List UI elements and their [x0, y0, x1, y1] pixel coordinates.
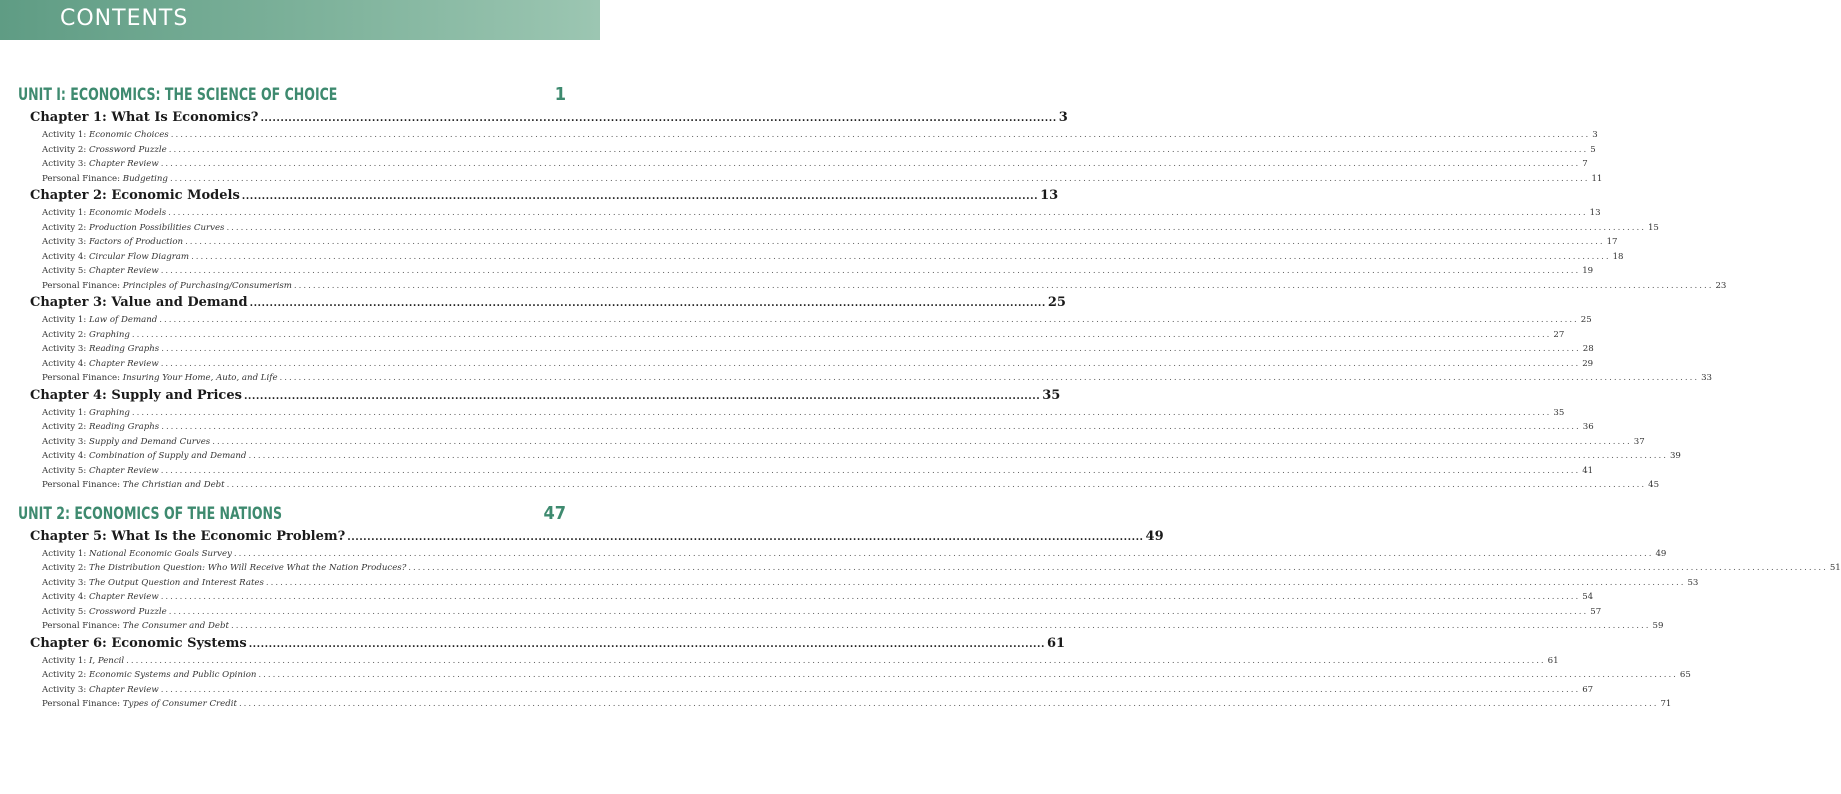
- activity-entry[interactable]: [42, 237, 1618, 252]
- leader-dots: ............................................................................................................................................................................................................................................................................................................: [191, 251, 1611, 262]
- leader-dots: ............................................................................................................................................................................................................................................................................................................: [226, 480, 1647, 490]
- activity-prefix: Activity 3:: [42, 436, 89, 447]
- activity-page-number: 5: [1590, 144, 1596, 155]
- chapter-title: Chapter 6: Economic Systems: [30, 635, 247, 651]
- activity-entry[interactable]: [42, 130, 1598, 145]
- activity-entry[interactable]: [42, 548, 1667, 564]
- activity-entry[interactable]: [42, 407, 1565, 423]
- leader-dots: ............................................................................................................................................................................................................................................................................................................: [168, 144, 1589, 155]
- unit-title: UNIT I: ECONOMICS: THE SCIENCE OF CHOICE: [18, 85, 338, 105]
- activity-title: [42, 607, 167, 617]
- activity-page-number: 67: [1582, 684, 1594, 695]
- leader-dots: ............................................................................................................................................................................................................................................................................................................: [226, 222, 1646, 233]
- activity-page-number: 13: [1589, 208, 1601, 218]
- activity-entry[interactable]: [42, 280, 1727, 296]
- activity-name: Economic Systems and Public Opinion: [88, 670, 257, 680]
- leader-dots: ........................................................................................................................................................................................................: [249, 298, 1046, 309]
- unit-title: UNIT 2: ECONOMICS OF THE NATIONS: [18, 503, 283, 524]
- activity-page-number: 33: [1701, 373, 1712, 383]
- activity-name: Graphing: [88, 329, 130, 340]
- chapter-page-number: 13: [1040, 188, 1059, 203]
- activity-name: Budgeting: [122, 173, 168, 184]
- activity-page-number: 35: [1553, 407, 1565, 418]
- activity-name: Crossword Puzzle: [88, 144, 167, 155]
- chapter-page-number: 3: [1058, 110, 1068, 125]
- leader-dots: ............................................................................................................................................................................................................................................................................................................: [168, 208, 1588, 218]
- leader-dots: ............................................................................................................................................................................................................................................................................................................: [160, 358, 1581, 369]
- activity-prefix: Activity 4:: [42, 451, 89, 461]
- activity-prefix: Personal Finance:: [42, 373, 123, 383]
- activity-title: [42, 223, 224, 233]
- activity-prefix: Personal Finance:: [42, 173, 123, 184]
- leader-dots: ............................................................................................................................................................................................................................................................................................................: [126, 655, 1546, 666]
- leader-dots: ............................................................................................................................................................................................................................................................................................................: [230, 621, 1651, 631]
- activity-page-number: 27: [1553, 329, 1565, 340]
- activity-name: Economic Choices: [88, 130, 169, 140]
- activity-page-number: 28: [1582, 344, 1594, 354]
- leader-dots: ............................................................................................................................................................................................................................................................................................................: [161, 422, 1581, 432]
- chapter-entry[interactable]: [30, 110, 1068, 130]
- activity-prefix: Activity 2:: [42, 670, 89, 680]
- activity-name: Insuring Your Home, Auto, and Life: [122, 373, 278, 383]
- activity-entry[interactable]: [42, 699, 1672, 714]
- activity-prefix: Activity 3:: [42, 237, 89, 247]
- leader-dots: ............................................................................................................................................................................................................................................................................................................: [168, 606, 1589, 617]
- chapter-title: Chapter 1: What Is Economics?: [30, 110, 259, 125]
- activity-page-number: 57: [1590, 606, 1602, 617]
- leader-dots: ........................................................................................................................................................................................................: [243, 390, 1041, 402]
- activity-name: Factors of Production: [88, 237, 184, 247]
- chapter-entry[interactable]: [30, 387, 1061, 408]
- activity-entry[interactable]: [42, 208, 1601, 223]
- activity-prefix: Activity 1:: [42, 130, 89, 140]
- activity-prefix: Activity 1:: [42, 655, 89, 666]
- activity-entry[interactable]: [42, 159, 1588, 174]
- chapter-page-number: 49: [1145, 528, 1164, 544]
- activity-prefix: Activity 1:: [42, 407, 89, 418]
- activity-entry[interactable]: [42, 222, 1659, 238]
- activity-prefix: Personal Finance:: [42, 480, 123, 490]
- activity-prefix: Activity 2:: [42, 329, 89, 340]
- chapter-entry[interactable]: [30, 295, 1066, 315]
- leader-dots: ............................................................................................................................................................................................................................................................................................................: [293, 280, 1714, 291]
- activity-title: [42, 359, 159, 369]
- leader-dots: ............................................................................................................................................................................................................................................................................................................: [248, 451, 1668, 461]
- leader-dots: ............................................................................................................................................................................................................................................................................................................: [170, 130, 1591, 140]
- activity-entry[interactable]: [42, 358, 1594, 374]
- leader-dots: ............................................................................................................................................................................................................................................................................................................: [160, 592, 1581, 602]
- leader-dots: ............................................................................................................................................................................................................................................................................................................: [159, 315, 1579, 325]
- activity-entry[interactable]: [42, 173, 1603, 189]
- leader-dots: ............................................................................................................................................................................................................................................................................................................: [279, 373, 1700, 383]
- activity-entry[interactable]: [42, 344, 1594, 359]
- unit-heading: [18, 503, 566, 527]
- activity-name: Chapter Review: [88, 465, 159, 476]
- activity-page-number: 15: [1647, 222, 1659, 233]
- activity-page-number: 29: [1582, 358, 1594, 369]
- activity-title: [42, 578, 264, 588]
- leader-dots: ............................................................................................................................................................................................................................................................................................................: [233, 548, 1654, 559]
- activity-name: National Economic Goals Survey: [88, 548, 232, 559]
- activity-title: [42, 145, 167, 155]
- activity-entry[interactable]: [42, 592, 1594, 607]
- activity-prefix: Personal Finance:: [42, 280, 123, 291]
- activity-prefix: Activity 3:: [42, 159, 89, 169]
- unit-page-number: 47: [543, 502, 566, 524]
- activity-entry[interactable]: [42, 436, 1645, 452]
- activity-name: Production Possibilities Curves: [88, 222, 225, 233]
- leader-dots: ............................................................................................................................................................................................................................................................................................................: [265, 577, 1686, 588]
- activity-entry[interactable]: [42, 373, 1712, 388]
- activity-title: [42, 252, 189, 262]
- activity-name: Principles of Purchasing/Consumerism: [122, 280, 292, 291]
- activity-page-number: 17: [1606, 237, 1618, 247]
- activity-prefix: Activity 5:: [42, 465, 89, 476]
- activity-page-number: 19: [1582, 266, 1594, 276]
- activity-prefix: Personal Finance:: [42, 621, 123, 631]
- activity-name: The Consumer and Debt: [122, 621, 229, 631]
- activity-prefix: Activity 4:: [42, 251, 89, 262]
- activity-page-number: 45: [1648, 480, 1660, 490]
- activity-entry[interactable]: [42, 315, 1592, 330]
- activity-page-number: 59: [1652, 621, 1664, 631]
- activity-page-number: 7: [1582, 159, 1588, 169]
- activity-prefix: Activity 1:: [42, 315, 89, 325]
- activity-name: Economic Models: [88, 208, 167, 218]
- activity-prefix: Activity 3:: [42, 577, 89, 588]
- leader-dots: ........................................................................................................................................................................................................: [260, 113, 1057, 124]
- activity-title: [42, 549, 232, 559]
- activity-name: The Distribution Question: Who Will Receive What the Nation Produces?: [88, 563, 407, 573]
- activity-name: Supply and Demand Curves: [88, 436, 211, 447]
- activity-prefix: Activity 4:: [42, 592, 89, 602]
- leader-dots: ............................................................................................................................................................................................................................................................................................................: [238, 699, 1659, 709]
- activity-title: [42, 656, 124, 666]
- activity-page-number: 54: [1582, 592, 1594, 602]
- activity-title: [42, 237, 183, 247]
- activity-title: [42, 208, 166, 218]
- activity-title: [42, 699, 237, 709]
- activity-prefix: Activity 5:: [42, 266, 89, 276]
- activity-page-number: 25: [1580, 315, 1592, 325]
- chapter-entry[interactable]: [30, 188, 1059, 208]
- activity-entry[interactable]: [42, 266, 1594, 281]
- unit-page-number: 1: [554, 84, 566, 105]
- activity-title: [42, 563, 406, 573]
- activity-page-number: 18: [1612, 251, 1624, 262]
- leader-dots: ............................................................................................................................................................................................................................................................................................................: [161, 344, 1581, 354]
- leader-dots: ............................................................................................................................................................................................................................................................................................................: [212, 436, 1632, 447]
- leader-dots: ............................................................................................................................................................................................................................................................................................................: [131, 329, 1552, 340]
- chapter-title: Chapter 2: Economic Models: [30, 188, 240, 203]
- page-title: CONTENTS: [60, 6, 189, 31]
- activity-entry[interactable]: [42, 577, 1699, 593]
- activity-entry[interactable]: [42, 670, 1691, 685]
- activity-page-number: 36: [1582, 422, 1594, 432]
- activity-name: Combination of Supply and Demand: [88, 451, 247, 461]
- table-of-contents: [18, 84, 1841, 714]
- activity-name: Law of Demand: [88, 315, 158, 325]
- activity-prefix: Activity 5:: [42, 606, 89, 617]
- leader-dots: ............................................................................................................................................................................................................................................................................................................: [169, 173, 1590, 184]
- activity-name: Reading Graphs: [88, 344, 160, 354]
- chapter-title: Chapter 3: Value and Demand: [30, 295, 248, 310]
- activity-title: [42, 437, 210, 447]
- activity-name: Chapter Review: [88, 684, 159, 695]
- chapter-title: Chapter 5: What Is the Economic Problem?: [30, 528, 346, 544]
- activity-page-number: 61: [1547, 655, 1559, 666]
- activity-title: [42, 422, 159, 432]
- activity-name: Reading Graphs: [88, 422, 160, 432]
- activity-name: The Output Question and Interest Rates: [88, 577, 264, 588]
- activity-page-number: 39: [1669, 451, 1681, 461]
- activity-entry[interactable]: [42, 655, 1559, 671]
- leader-dots: ............................................................................................................................................................................................................................................................................................................: [160, 684, 1581, 695]
- activity-name: Chapter Review: [88, 592, 159, 602]
- activity-name: The Christian and Debt: [122, 480, 225, 490]
- chapter-page-number: 61: [1047, 635, 1066, 651]
- activity-title: [42, 174, 168, 184]
- chapter-page-number: 25: [1047, 295, 1066, 310]
- activity-name: I, Pencil: [88, 655, 125, 666]
- activity-page-number: 49: [1655, 548, 1667, 559]
- activity-title: [42, 130, 169, 140]
- chapter-entry[interactable]: [30, 528, 1164, 549]
- activity-title: [42, 480, 225, 490]
- activity-page-number: 41: [1582, 465, 1594, 476]
- activity-name: Types of Consumer Credit: [122, 699, 237, 709]
- activity-entry[interactable]: [42, 329, 1565, 345]
- leader-dots: ........................................................................................................................................................................................................: [347, 531, 1144, 543]
- chapter-title: Chapter 4: Supply and Prices: [30, 387, 242, 403]
- leader-dots: ............................................................................................................................................................................................................................................................................................................: [408, 563, 1828, 573]
- activity-prefix: Activity 3:: [42, 344, 89, 354]
- activity-prefix: Activity 2:: [42, 563, 89, 573]
- activity-name: Circular Flow Diagram: [88, 251, 190, 262]
- activity-title: [42, 592, 159, 602]
- activity-page-number: 53: [1687, 577, 1699, 588]
- activity-entry[interactable]: [42, 563, 1841, 578]
- activity-prefix: Activity 1:: [42, 208, 89, 218]
- leader-dots: ............................................................................................................................................................................................................................................................................................................: [160, 465, 1581, 476]
- activity-name: Chapter Review: [88, 159, 159, 169]
- leader-dots: ........................................................................................................................................................................................................: [248, 638, 1045, 650]
- leader-dots: ............................................................................................................................................................................................................................................................................................................: [185, 237, 1605, 247]
- activity-name: Chapter Review: [88, 266, 159, 276]
- leader-dots: ............................................................................................................................................................................................................................................................................................................: [160, 266, 1581, 276]
- unit-heading: [18, 84, 566, 108]
- activity-title: [42, 330, 130, 340]
- activity-prefix: Activity 1:: [42, 548, 89, 559]
- activity-entry[interactable]: [42, 465, 1594, 481]
- activity-title: [42, 315, 157, 325]
- activity-title: [42, 159, 159, 169]
- activity-title: [42, 451, 246, 461]
- chapter-entry[interactable]: [30, 635, 1066, 656]
- activity-page-number: 37: [1633, 436, 1645, 447]
- contents-banner: [0, 0, 600, 40]
- activity-page-number: 65: [1679, 670, 1691, 680]
- leader-dots: ............................................................................................................................................................................................................................................................................................................: [258, 670, 1678, 680]
- activity-entry[interactable]: [42, 251, 1624, 267]
- activity-title: [42, 281, 292, 291]
- leader-dots: ............................................................................................................................................................................................................................................................................................................: [160, 159, 1581, 169]
- activity-title: [42, 685, 159, 695]
- activity-title: [42, 408, 130, 418]
- activity-page-number: 23: [1715, 280, 1727, 291]
- activity-prefix: Activity 2:: [42, 422, 89, 432]
- activity-title: [42, 621, 229, 631]
- activity-name: Graphing: [88, 407, 130, 418]
- activity-name: Crossword Puzzle: [88, 606, 167, 617]
- activity-title: [42, 344, 159, 354]
- activity-entry[interactable]: [42, 422, 1594, 437]
- activity-prefix: Activity 4:: [42, 358, 89, 369]
- activity-title: [42, 670, 256, 680]
- activity-prefix: Activity 2:: [42, 144, 89, 155]
- activity-entry[interactable]: [42, 684, 1594, 700]
- activity-entry[interactable]: [42, 144, 1596, 160]
- leader-dots: ............................................................................................................................................................................................................................................................................................................: [131, 407, 1552, 418]
- activity-title: [42, 466, 159, 476]
- activity-page-number: 11: [1591, 173, 1603, 184]
- leader-dots: ........................................................................................................................................................................................................: [241, 191, 1039, 202]
- activity-page-number: 51: [1829, 563, 1841, 573]
- activity-page-number: 3: [1592, 130, 1598, 140]
- activity-entry[interactable]: [42, 451, 1681, 466]
- chapter-page-number: 35: [1042, 387, 1061, 403]
- activity-entry[interactable]: [42, 606, 1602, 622]
- activity-title: [42, 266, 159, 276]
- activity-entry[interactable]: [42, 480, 1660, 495]
- activity-entry[interactable]: [42, 621, 1664, 636]
- activity-page-number: 71: [1660, 699, 1672, 709]
- activity-name: Chapter Review: [88, 358, 159, 369]
- activity-prefix: Activity 2:: [42, 222, 89, 233]
- activity-title: [42, 373, 278, 383]
- activity-prefix: Personal Finance:: [42, 699, 123, 709]
- activity-prefix: Activity 3:: [42, 684, 89, 695]
